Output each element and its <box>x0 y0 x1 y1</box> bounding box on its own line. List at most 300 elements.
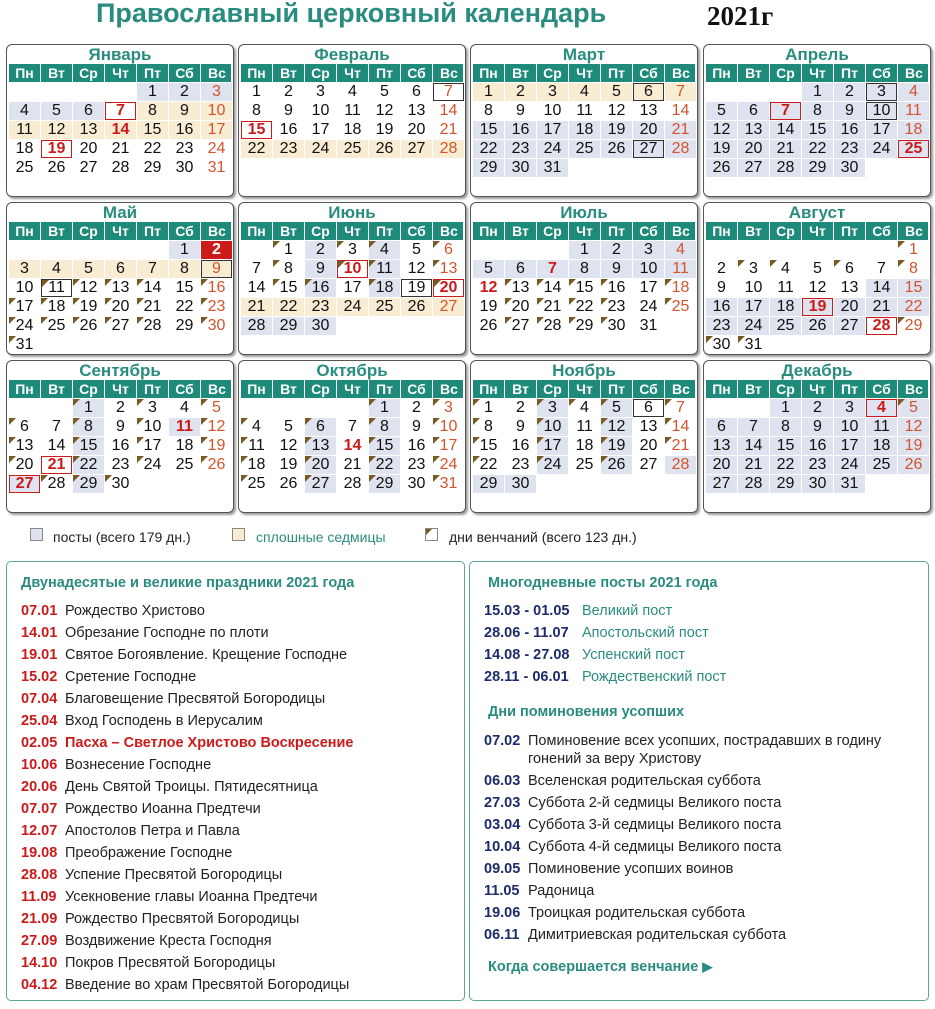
day-cell: 11 <box>369 260 400 278</box>
memorial-item <box>484 882 923 900</box>
day-cell: 18 <box>369 279 400 297</box>
weekday-label: Пн <box>473 380 505 398</box>
day-cell: 8 <box>169 260 200 278</box>
weekday-label: Пт <box>137 64 169 82</box>
day-cell: 16 <box>834 121 865 139</box>
weekday-label: Вт <box>738 64 770 82</box>
day-cell: 9 <box>601 260 632 278</box>
day-cell: 29 <box>143 159 162 176</box>
day-cell: 2 <box>505 83 536 101</box>
day-cell: 3 <box>137 399 168 417</box>
weekday-label: Пт <box>369 64 401 82</box>
memorial-name: Суббота 4-й седмицы Великого поста <box>528 839 782 855</box>
day-cell: 15 <box>241 121 272 139</box>
day-cell: 9 <box>516 418 525 435</box>
day-cell: 27 <box>738 159 769 177</box>
day-cell: 31 <box>834 475 865 493</box>
wedding-link[interactable] <box>488 959 712 975</box>
day-cell: 28 <box>665 456 696 474</box>
weekday-header <box>241 64 463 82</box>
day-cell: 15 <box>898 279 929 297</box>
day-cell: 11 <box>241 437 272 455</box>
weekday-label: Ср <box>73 222 105 240</box>
month-calendar <box>6 44 234 197</box>
day-cell: 17 <box>537 121 568 139</box>
feast-date: 19.08 <box>21 845 58 861</box>
day-cell: 22 <box>770 456 801 474</box>
fast-dates: 28.06 - 11.07 <box>484 625 569 641</box>
day-cell: 12 <box>73 279 104 297</box>
feast-item <box>21 976 349 994</box>
day-cell: 17 <box>433 437 464 455</box>
month-name: Май <box>102 203 138 222</box>
day-cell: 16 <box>279 121 298 138</box>
month-calendar <box>238 202 466 355</box>
day-cell: 4 <box>348 83 357 100</box>
feast-name: Благовещение Пресвятой Богородицы <box>65 691 326 707</box>
day-cell: 15 <box>473 437 504 455</box>
feast-date: 14.10 <box>21 955 58 971</box>
legend-wedding-swatch <box>425 528 438 541</box>
day-cell: 10 <box>201 102 232 120</box>
day-cell: 12 <box>706 121 737 139</box>
day-cell: 5 <box>601 399 632 417</box>
day-cell: 20 <box>433 279 464 297</box>
weekday-label: Вс <box>672 223 690 239</box>
memorial-item <box>484 732 923 768</box>
day-cell: 4 <box>41 260 72 278</box>
feast-name: Покров Пресвятой Богородицы <box>65 955 276 971</box>
memorial-name: Суббота 2-й седмицы Великого поста <box>528 795 782 811</box>
feast-item <box>21 932 272 950</box>
day-cell: 8 <box>484 102 493 119</box>
day-cell: 19 <box>201 437 232 455</box>
weekday-label: Сб <box>633 380 665 398</box>
day-cell: 24 <box>834 456 865 474</box>
weekday-label: Сб <box>401 380 433 398</box>
day-cell: 17 <box>9 298 40 316</box>
day-cell: 7 <box>770 102 801 120</box>
day-cell: 15 <box>73 437 104 455</box>
day-cell: 12 <box>201 418 232 436</box>
day-cell: 11 <box>576 102 593 119</box>
day-cell: 5 <box>380 83 389 100</box>
day-cell: 23 <box>305 298 336 316</box>
weekday-label: Вс <box>672 381 690 397</box>
day-cell: 2 <box>284 83 293 100</box>
day-cell: 21 <box>111 140 130 157</box>
day-cell: 13 <box>639 418 658 435</box>
day-cell: 19 <box>802 298 833 316</box>
weekday-label: Пн <box>9 64 41 82</box>
weekday-header <box>473 64 695 82</box>
day-cell: 27 <box>834 317 865 335</box>
day-cell: 2 <box>169 83 200 101</box>
day-cell: 6 <box>412 83 421 100</box>
day-cell: 5 <box>601 83 632 101</box>
day-cell: 18 <box>665 279 696 297</box>
day-cell: 28 <box>770 159 801 177</box>
day-cell: 31 <box>207 159 226 176</box>
day-cell: 10 <box>311 102 330 119</box>
day-cell: 20 <box>305 456 336 474</box>
day-cell: 4 <box>9 102 40 120</box>
day-cell: 8 <box>569 260 600 278</box>
day-cell: 7 <box>665 83 696 101</box>
day-cell: 17 <box>311 121 330 138</box>
day-cell: 10 <box>337 260 368 278</box>
feast-date: 07.07 <box>21 801 58 817</box>
day-cell: 30 <box>802 475 833 493</box>
day-cell: 25 <box>665 298 696 316</box>
page-year: 2021г <box>707 1 774 31</box>
month-name: Март <box>562 45 606 64</box>
day-cell: 14 <box>770 121 801 139</box>
day-cell: 27 <box>706 475 737 493</box>
day-cell: 6 <box>105 260 136 278</box>
day-cell: 30 <box>706 336 737 354</box>
memorial-date: 03.04 <box>484 817 521 833</box>
day-cell: 9 <box>717 279 726 296</box>
day-cell: 26 <box>279 475 298 492</box>
day-cell: 20 <box>407 121 426 138</box>
weekday-label: Вт <box>273 222 305 240</box>
day-cell: 7 <box>877 260 886 277</box>
day-cell: 7 <box>665 399 696 417</box>
feast-date: 11.09 <box>21 889 57 905</box>
day-cell: 13 <box>505 279 536 297</box>
feast-item <box>21 778 318 796</box>
day-cell: 22 <box>73 456 104 474</box>
memorial-name: Димитриевская родительская суббота <box>528 927 787 943</box>
weekday-label: Ср <box>537 222 569 240</box>
weekday-label: Вт <box>505 64 537 82</box>
day-cell: 24 <box>537 140 568 158</box>
feast-name: Воздвижение Креста Господня <box>65 933 272 949</box>
day-cell: 21 <box>241 298 272 316</box>
memorial-item <box>484 816 923 834</box>
day-cell: 18 <box>898 121 929 139</box>
day-cell: 15 <box>369 437 400 455</box>
day-cell: 20 <box>834 298 865 316</box>
day-cell: 30 <box>834 159 865 177</box>
day-cell: 29 <box>569 317 600 335</box>
day-cell: 6 <box>834 260 865 278</box>
memorial-name: Радоница <box>528 883 595 899</box>
day-cell: 30 <box>305 317 336 335</box>
memorial-date: 27.03 <box>484 795 521 811</box>
day-cell: 24 <box>9 317 40 335</box>
memorial-item <box>484 926 923 944</box>
day-cell: 15 <box>273 279 304 297</box>
day-cell: 12 <box>375 102 394 119</box>
day-cell: 22 <box>241 140 272 158</box>
day-cell: 9 <box>305 260 336 278</box>
weekday-label: Пн <box>473 64 505 82</box>
month-name: Декабрь <box>781 361 853 380</box>
day-cell: 28 <box>665 140 696 158</box>
day-cell: 26 <box>601 456 632 474</box>
day-cell: 13 <box>105 279 136 297</box>
day-cell: 30 <box>201 317 232 335</box>
day-cell: 28 <box>738 475 769 493</box>
weekday-label: Чт <box>105 380 137 398</box>
memorial-date: 06.11 <box>484 927 520 943</box>
weekday-label: Ср <box>770 380 802 398</box>
day-cell: 24 <box>738 317 769 335</box>
day-cell: 18 <box>770 298 801 316</box>
day-cell: 26 <box>47 159 66 176</box>
day-cell: 9 <box>284 102 293 119</box>
day-cell: 25 <box>337 140 368 158</box>
day-cell: 9 <box>412 418 421 435</box>
weekday-label: Ср <box>73 64 105 82</box>
feast-item <box>21 712 263 730</box>
day-cell: 10 <box>433 418 464 436</box>
day-cell: 14 <box>537 279 568 297</box>
day-cell: 8 <box>252 102 261 119</box>
day-cell: 9 <box>802 418 833 436</box>
day-cell: 14 <box>47 437 66 454</box>
legend-continuous-label: сплошные седмицы <box>256 529 386 545</box>
month-calendar <box>703 360 931 513</box>
day-cell: 13 <box>433 260 464 278</box>
day-cell: 9 <box>169 102 200 120</box>
day-cell: 9 <box>201 260 232 278</box>
day-cell: 6 <box>706 418 737 436</box>
feast-date: 02.05 <box>21 735 58 751</box>
month-name: Сентябрь <box>79 361 161 380</box>
day-cell: 4 <box>241 418 272 436</box>
weekday-label: Сб <box>866 380 898 398</box>
feast-name: Рождество Христово <box>65 603 205 619</box>
memorial-date: 07.02 <box>484 733 521 749</box>
day-cell: 3 <box>537 399 568 417</box>
day-cell: 21 <box>137 298 168 316</box>
day-cell: 13 <box>407 102 426 119</box>
day-cell: 4 <box>898 83 929 101</box>
day-cell: 18 <box>175 437 194 454</box>
day-cell: 12 <box>808 279 827 296</box>
weekday-label: Сб <box>866 64 898 82</box>
day-cell: 18 <box>575 437 594 454</box>
day-cell: 26 <box>201 456 232 474</box>
day-cell: 8 <box>137 102 168 120</box>
day-cell: 5 <box>201 399 232 417</box>
weekday-label: Вс <box>440 223 458 239</box>
day-cell: 16 <box>802 437 833 455</box>
fast-item <box>484 668 726 686</box>
day-cell: 24 <box>537 456 568 474</box>
day-cell: 18 <box>41 298 72 316</box>
day-cell: 20 <box>9 456 40 474</box>
month-name: Июль <box>560 203 608 222</box>
weekday-label: Пн <box>706 380 738 398</box>
weekday-label: Пн <box>9 380 41 398</box>
day-cell: 4 <box>569 399 600 417</box>
day-cell: 10 <box>15 279 34 296</box>
day-cell: 3 <box>9 260 40 278</box>
day-cell: 21 <box>665 121 696 139</box>
day-cell: 24 <box>866 140 897 158</box>
feasts-title: Двунадесятые и великие праздники 2021 года <box>21 575 355 591</box>
day-cell: 15 <box>770 437 801 455</box>
day-cell: 1 <box>273 241 304 259</box>
day-cell: 14 <box>439 102 458 119</box>
day-cell: 27 <box>105 317 136 335</box>
day-cell: 3 <box>633 241 664 259</box>
day-cell: 27 <box>639 456 658 473</box>
day-cell: 26 <box>706 159 737 177</box>
day-cell: 21 <box>770 140 801 158</box>
memorial-name: Поминовение усопших воинов <box>528 861 734 877</box>
weekday-header <box>241 380 463 398</box>
day-cell: 27 <box>401 140 432 158</box>
day-cell: 8 <box>770 418 801 436</box>
day-cell: 28 <box>137 317 168 335</box>
feast-date: 28.08 <box>21 867 58 883</box>
weekday-label: Пт <box>601 222 633 240</box>
day-cell: 14 <box>671 102 690 119</box>
memorial-item <box>484 794 923 812</box>
weekday-label: Чт <box>569 64 601 82</box>
day-cell: 10 <box>543 102 562 119</box>
day-cell: 28 <box>433 140 464 158</box>
legend-wedding-label: дни венчаний (всего 123 дн.) <box>449 529 637 545</box>
day-cell: 23 <box>407 456 426 473</box>
day-cell: 11 <box>41 279 72 297</box>
fast-name: Успенский пост <box>582 647 686 663</box>
day-cell: 5 <box>898 399 929 417</box>
day-cell: 31 <box>738 336 769 354</box>
day-cell: 30 <box>505 159 536 177</box>
feast-date: 27.09 <box>21 933 58 949</box>
day-cell: 29 <box>73 475 104 493</box>
day-cell: 10 <box>834 418 865 436</box>
day-cell: 12 <box>898 418 929 436</box>
day-cell: 21 <box>41 456 72 474</box>
day-cell: 14 <box>247 279 266 296</box>
weekday-label: Пт <box>834 64 866 82</box>
day-cell: 1 <box>73 399 104 417</box>
weekday-label: Ср <box>770 222 802 240</box>
feast-date: 25.04 <box>21 713 58 729</box>
fasts-title: Многодневные посты 2021 года <box>488 575 718 591</box>
day-cell: 22 <box>473 140 504 158</box>
feast-name: Вознесение Господне <box>65 757 212 773</box>
day-cell: 21 <box>738 456 769 474</box>
fast-dates: 15.03 - 01.05 <box>484 603 570 619</box>
day-cell: 14 <box>343 437 362 454</box>
day-cell: 23 <box>201 298 232 316</box>
weekday-label: Вт <box>41 64 73 82</box>
day-cell: 16 <box>706 298 737 316</box>
feast-date: 19.01 <box>21 647 58 663</box>
fast-dates: 28.11 - 06.01 <box>484 669 569 685</box>
month-name: Февраль <box>314 45 390 64</box>
day-cell: 6 <box>633 83 664 101</box>
weekday-label: Ср <box>537 64 569 82</box>
wedding-link-text[interactable]: Когда совершается венчание <box>488 959 699 975</box>
weekday-label: Вт <box>273 380 305 398</box>
day-cell: 12 <box>407 260 426 277</box>
day-cell: 12 <box>601 418 632 436</box>
day-cell: 21 <box>537 298 568 316</box>
day-cell: 31 <box>9 336 40 354</box>
feast-item <box>21 602 205 620</box>
day-cell: 30 <box>407 475 426 492</box>
day-cell: 29 <box>898 317 929 335</box>
weekday-label: Пт <box>369 380 401 398</box>
day-cell: 4 <box>369 241 400 259</box>
day-cell: 28 <box>866 317 897 335</box>
weekday-label: Пн <box>473 222 505 240</box>
day-cell: 12 <box>479 279 498 296</box>
day-cell: 29 <box>369 475 400 493</box>
day-cell: 7 <box>105 102 136 120</box>
day-cell: 3 <box>337 241 368 259</box>
feast-item <box>21 954 275 972</box>
day-cell: 13 <box>73 121 104 139</box>
fast-item <box>484 624 709 642</box>
day-cell: 19 <box>601 121 632 139</box>
day-cell: 24 <box>639 298 658 315</box>
day-cell: 3 <box>834 399 865 417</box>
weekday-label: Ср <box>305 222 337 240</box>
day-cell: 8 <box>73 418 104 436</box>
day-cell: 4 <box>665 241 696 259</box>
day-cell: 3 <box>866 83 897 101</box>
day-cell: 27 <box>305 475 336 493</box>
weekday-label: Чт <box>802 222 834 240</box>
day-cell: 18 <box>866 437 897 455</box>
day-cell: 7 <box>348 418 357 435</box>
day-cell: 10 <box>537 418 568 436</box>
feast-item <box>21 668 196 686</box>
month-calendar <box>703 44 931 197</box>
weekday-label: Пт <box>601 64 633 82</box>
day-cell: 5 <box>813 260 822 277</box>
day-cell: 3 <box>738 260 769 278</box>
feast-name: Рождество Иоанна Предтечи <box>65 801 261 817</box>
day-cell: 2 <box>305 241 336 259</box>
weekday-label: Пн <box>706 64 738 82</box>
memorial-name: Вселенская родительская суббота <box>528 773 761 789</box>
feast-item <box>21 756 211 774</box>
weekday-label: Вс <box>905 223 923 239</box>
day-cell: 2 <box>834 83 865 101</box>
day-cell: 26 <box>401 298 432 316</box>
day-cell: 10 <box>137 418 168 436</box>
feast-date: 21.09 <box>21 911 58 927</box>
day-cell: 6 <box>9 418 40 436</box>
day-cell: 11 <box>866 418 897 436</box>
month-calendar <box>703 202 931 355</box>
day-cell: 16 <box>505 121 536 139</box>
day-cell: 17 <box>834 437 865 455</box>
legend-fast-swatch <box>30 528 43 541</box>
memorial-date: 09.05 <box>484 861 521 877</box>
day-cell: 12 <box>607 102 626 119</box>
page-title: Православный церковный календарь <box>96 0 607 28</box>
day-cell: 18 <box>241 456 272 474</box>
memorial-name: Троицкая родительская суббота <box>528 905 746 921</box>
day-cell: 10 <box>633 260 664 278</box>
feast-name: Обрезание Господне по плоти <box>65 625 269 641</box>
day-cell: 11 <box>169 418 200 436</box>
month-calendar <box>470 44 698 197</box>
feast-item <box>21 822 240 840</box>
